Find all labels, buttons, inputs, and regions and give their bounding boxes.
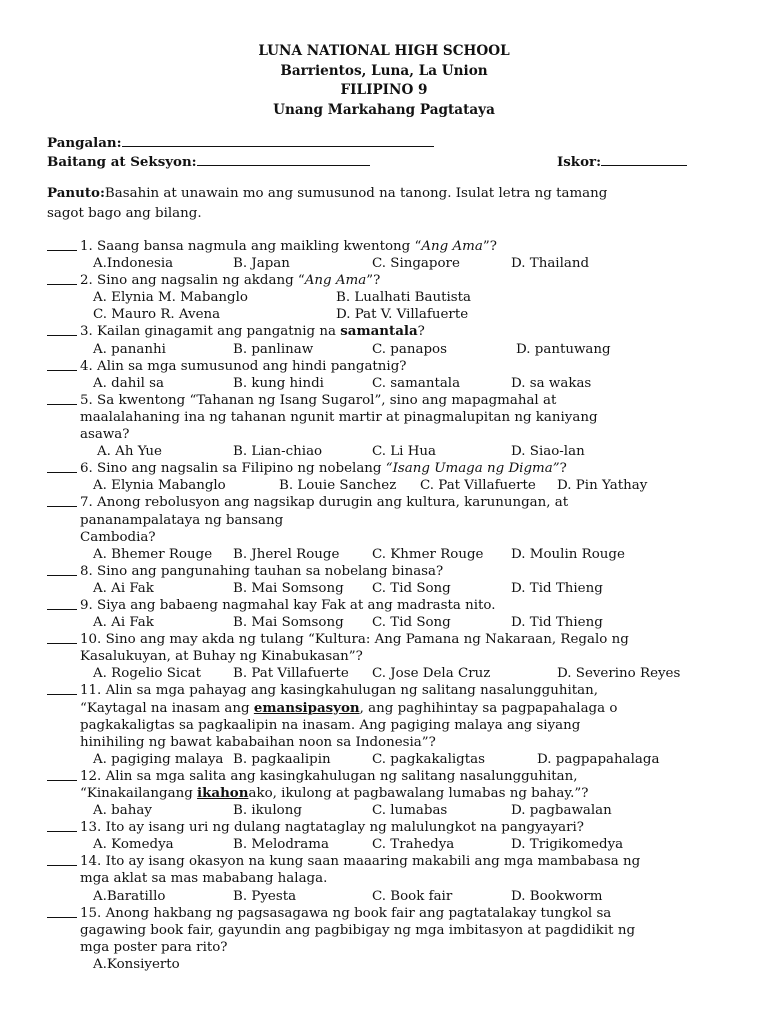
question-text: Kailan ginagamit ang pangatnig na	[97, 324, 341, 340]
question-3	[47, 323, 737, 357]
name-row	[47, 134, 737, 153]
question-number: 9.	[80, 597, 93, 613]
answer-blank[interactable]	[47, 335, 77, 336]
option-a: A. dahil sa	[93, 375, 165, 391]
options-row	[47, 306, 737, 323]
option-d: D. Tid Thieng	[511, 580, 603, 596]
question-text-cont: mga poster para rito?	[80, 939, 228, 955]
school-address: Barrientos, Luna, La Union	[280, 62, 488, 79]
option-a: A. Komedya	[93, 837, 174, 853]
question-9	[47, 597, 737, 631]
answer-blank[interactable]	[47, 780, 77, 781]
question-text: Sino ang pangunahing tauhan sa nobelang binasa?	[97, 563, 444, 579]
question-passage	[47, 785, 737, 802]
section-blank[interactable]	[197, 153, 370, 166]
question-text-end: ?	[417, 324, 425, 340]
option-d: D. Pin Yathay	[557, 478, 648, 494]
question-5	[47, 392, 737, 460]
options-row	[47, 836, 737, 853]
options-row	[47, 546, 737, 563]
question-8	[47, 563, 737, 597]
option-c: C. Li Hua	[372, 444, 436, 460]
option-d: D. pantuwang	[516, 341, 611, 357]
question-number: 1.	[80, 239, 93, 254]
title-italic: “Isang Umaga ng Digma”	[385, 461, 560, 477]
answer-blank[interactable]	[47, 609, 77, 610]
passage-text: “Kaytagal na inasam ang	[80, 700, 254, 716]
option-b: B. Lualhati Bautista	[336, 290, 472, 306]
question-2	[47, 272, 737, 323]
option-c: C. panapos	[372, 341, 447, 357]
option-c: C. Tid Song	[372, 615, 451, 631]
question-12	[47, 768, 737, 819]
option-b: B. Louie Sanchez	[279, 478, 397, 494]
options-row	[47, 477, 737, 494]
option-d: D. Pat V. Villafuerte	[336, 307, 469, 323]
option-b: B. Mai Somsong	[233, 580, 344, 596]
question-text: Ito ay isang uri ng dulang nagtataglay ng malulungkot na pangyayari?	[105, 820, 584, 836]
passage-text: ako, ikulong at pagbawalang lumabas ng bahay.”?	[248, 786, 589, 801]
question-text: Alin sa mga salita ang kasingkahulugan ng salitang nasalungguhitan,	[105, 768, 578, 784]
options-row	[47, 665, 737, 682]
options-row	[47, 375, 737, 392]
option-d: D. Severino Reyes	[557, 666, 681, 682]
title-italic: Ang Ama	[304, 273, 367, 289]
option-c: C. Mauro R. Avena	[93, 307, 221, 323]
options-row	[47, 751, 737, 768]
answer-blank[interactable]	[47, 694, 77, 695]
passage-text: “Kinakailangang	[80, 786, 198, 801]
question-text: Sa kwentong “Tahanan ng Isang Sugarol”, sino ang mapagmahal at	[97, 392, 557, 408]
question-15	[47, 905, 737, 973]
question-text-cont: mga aklat sa mas mababang halaga.	[80, 871, 328, 887]
school-name: LUNA NATIONAL HIGH SCHOOL	[258, 43, 510, 59]
option-a: A. Bhemer Rouge	[93, 546, 213, 562]
instructions-line1: Basahin at unawain mo ang sumusunod na tanong. Isulat letra ng tamang	[104, 186, 608, 201]
option-a: A. Elynia M. Mabanglo	[93, 290, 248, 306]
options-row	[47, 580, 737, 597]
answer-blank[interactable]	[47, 643, 77, 644]
options-row	[47, 888, 737, 905]
question-text: Anong hakbang ng pagsasagawa ng book fair ang pagtatalakay tungkol sa	[105, 905, 612, 921]
option-c: C. lumabas	[372, 803, 448, 819]
option-a: A. Rogelio Sicat	[93, 666, 202, 682]
answer-blank[interactable]	[47, 472, 77, 473]
option-a: A. Elynia Mabanglo	[93, 478, 226, 494]
question-text: Alin sa mga pahayag ang kasingkahulugan ng salitang nasalungguhitan,	[105, 683, 599, 699]
question-14	[47, 853, 737, 904]
options-row	[47, 255, 737, 272]
answer-blank[interactable]	[47, 404, 77, 405]
underlined-word: ikahon	[197, 785, 249, 801]
exam-title: Unang Markahang Pagtataya	[273, 101, 495, 118]
question-text-end: ”?	[366, 273, 381, 289]
option-d: D. pagbawalan	[511, 803, 612, 819]
score-blank[interactable]	[601, 153, 687, 166]
name-blank[interactable]	[122, 134, 434, 147]
option-a: A. pagiging malaya	[93, 751, 224, 767]
question-text: Sino ang may akda ng tulang “Kultura: Ang Pamana ng Nakaraan, Regalo ng	[105, 632, 629, 648]
answer-blank[interactable]	[47, 250, 77, 251]
option-a: A. pananhi	[93, 341, 166, 357]
options-row	[47, 289, 737, 306]
answer-blank[interactable]	[47, 370, 77, 371]
options-row	[47, 341, 737, 358]
question-number: 15.	[80, 905, 102, 921]
question-text: Sino ang nagsalin ng akdang “	[97, 273, 305, 289]
question-text: Anong rebolusyon ang nagsikap durugin ang kultura, karunungan, at	[97, 495, 569, 511]
student-info	[47, 134, 737, 172]
option-c: C. pagkakaligtas	[372, 751, 485, 767]
option-c: C. Khmer Rouge	[372, 546, 484, 562]
question-1	[47, 238, 737, 272]
question-list	[47, 238, 737, 973]
question-number: 11.	[80, 683, 102, 699]
option-d: D. Trigikomedya	[511, 837, 624, 853]
option-a: A. Ai Fak	[93, 580, 154, 596]
option-c: C. Pat Villafuerte	[420, 478, 536, 494]
option-d: D. Thailand	[511, 256, 590, 272]
option-c: C. samantala	[372, 375, 461, 391]
question-number: 2.	[80, 273, 93, 289]
question-number: 13.	[80, 820, 102, 836]
score-label: Iskor:	[557, 154, 602, 170]
subject-title: FILIPINO 9	[340, 82, 428, 98]
option-a: A. Ah Yue	[97, 444, 162, 460]
question-4	[47, 358, 737, 392]
question-13	[47, 819, 737, 853]
option-b: B. pagkaalipin	[233, 751, 331, 767]
option-b: B. Mai Somsong	[233, 615, 344, 631]
question-text-cont: Cambodia?	[80, 529, 156, 545]
option-a: A.Indonesia	[93, 256, 174, 272]
underlined-word: emansipasyon	[253, 699, 360, 716]
question-text-cont: Kasalukuyan, at Buhay ng Kinabukasan”?	[80, 649, 363, 665]
question-number: 6.	[80, 461, 93, 477]
answer-blank[interactable]	[47, 575, 77, 576]
instructions	[47, 184, 687, 223]
question-text-cont: maalalahaning ina ng tahanan ngunit martir at pinagmalupitan ng kaniyang	[80, 409, 598, 425]
title-italic: Ang Ama	[421, 239, 483, 254]
option-d: D. Moulin Rouge	[511, 546, 625, 562]
passage-text: , ang paghihintay sa pagpapahalaga o	[359, 700, 618, 716]
answer-blank[interactable]	[47, 865, 77, 866]
keyword-bold: samantala	[340, 323, 418, 340]
option-c: C. Trahedya	[372, 837, 455, 853]
option-c: C. Jose Dela Cruz	[372, 666, 491, 682]
option-a: A. bahay	[93, 803, 152, 819]
question-text: Ito ay isang okasyon na kung saan maaaring makabili ang mga mambabasa ng	[105, 854, 641, 870]
option-b: B. Melodrama	[233, 837, 329, 853]
option-a: A.Konsiyerto	[93, 956, 180, 972]
question-passage: pagkakaligtas sa pagkaalipin na inasam. Ang pagiging malaya ang siyang	[80, 717, 581, 733]
option-d: D. Siao-lan	[511, 444, 585, 460]
options-row	[47, 802, 737, 819]
question-passage: hinihiling ng bawat kababaihan noon sa Indonesia”?	[80, 734, 436, 750]
option-b: B. Pyesta	[233, 888, 297, 904]
question-text: Saang bansa nagmula ang maikling kwentong “	[97, 239, 422, 254]
question-number: 14.	[80, 854, 102, 870]
question-number: 7.	[80, 495, 93, 511]
question-6	[47, 460, 737, 494]
option-d: D. pagpapahalaga	[537, 751, 660, 767]
option-b: B. Japan	[233, 256, 290, 272]
option-b: B. ikulong	[233, 803, 302, 819]
option-c: C. Singapore	[372, 256, 460, 272]
question-text: Siya ang babaeng nagmahal kay Fak at ang madrasta nito.	[97, 597, 496, 613]
question-number: 4.	[80, 358, 93, 374]
question-number: 10.	[80, 632, 102, 648]
question-passage	[47, 700, 700, 717]
question-number: 5.	[80, 392, 93, 408]
question-text-cont: gagawing book fair, gayundin ang pagbibigay ng mga imbitasyon at pagdidikit ng	[80, 922, 636, 938]
options-row	[47, 443, 737, 460]
question-7	[47, 494, 737, 562]
option-a: A. Ai Fak	[93, 615, 154, 631]
section-label: Baitang at Seksyon:	[47, 154, 197, 170]
option-d: D. Tid Thieng	[511, 615, 603, 631]
answer-blank[interactable]	[47, 831, 77, 832]
option-b: B. kung hindi	[233, 375, 324, 391]
option-c: C. Tid Song	[372, 580, 451, 596]
option-b: B. Pat Villafuerte	[233, 666, 349, 682]
option-b: B. panlinaw	[233, 341, 314, 357]
question-number: 8.	[80, 563, 93, 579]
question-number: 12.	[80, 768, 102, 784]
section-row	[47, 153, 737, 172]
option-a: A.Baratillo	[93, 888, 166, 904]
question-text-end: ”?	[482, 239, 497, 254]
question-text-cont: asawa?	[80, 427, 130, 443]
instructions-line2: sagot bago ang bilang.	[47, 205, 202, 221]
answer-blank[interactable]	[47, 506, 77, 507]
answer-blank[interactable]	[47, 917, 77, 918]
options-row	[47, 614, 737, 631]
score-field	[557, 153, 687, 172]
exam-header	[0, 42, 768, 120]
option-c: C. Book fair	[372, 888, 453, 904]
option-d: D. sa wakas	[511, 375, 592, 391]
answer-blank[interactable]	[47, 284, 77, 285]
question-text-cont: pananampalataya ng bansang	[80, 512, 284, 528]
option-b: B. Jherel Rouge	[233, 546, 340, 562]
question-10	[47, 631, 737, 682]
question-number: 3.	[80, 324, 93, 340]
instructions-label: Panuto:	[47, 185, 105, 201]
options-row	[47, 956, 737, 973]
question-text: Alin sa mga sumusunod ang hindi pangatnig?	[97, 358, 407, 374]
option-d: D. Bookworm	[511, 888, 603, 904]
question-11	[47, 682, 737, 767]
question-text: Sino ang nagsalin sa Filipino ng nobelang	[97, 461, 386, 477]
question-text-end: ?	[559, 461, 567, 477]
name-label: Pangalan:	[47, 135, 122, 151]
option-b: B. Lian-chiao	[233, 444, 323, 460]
